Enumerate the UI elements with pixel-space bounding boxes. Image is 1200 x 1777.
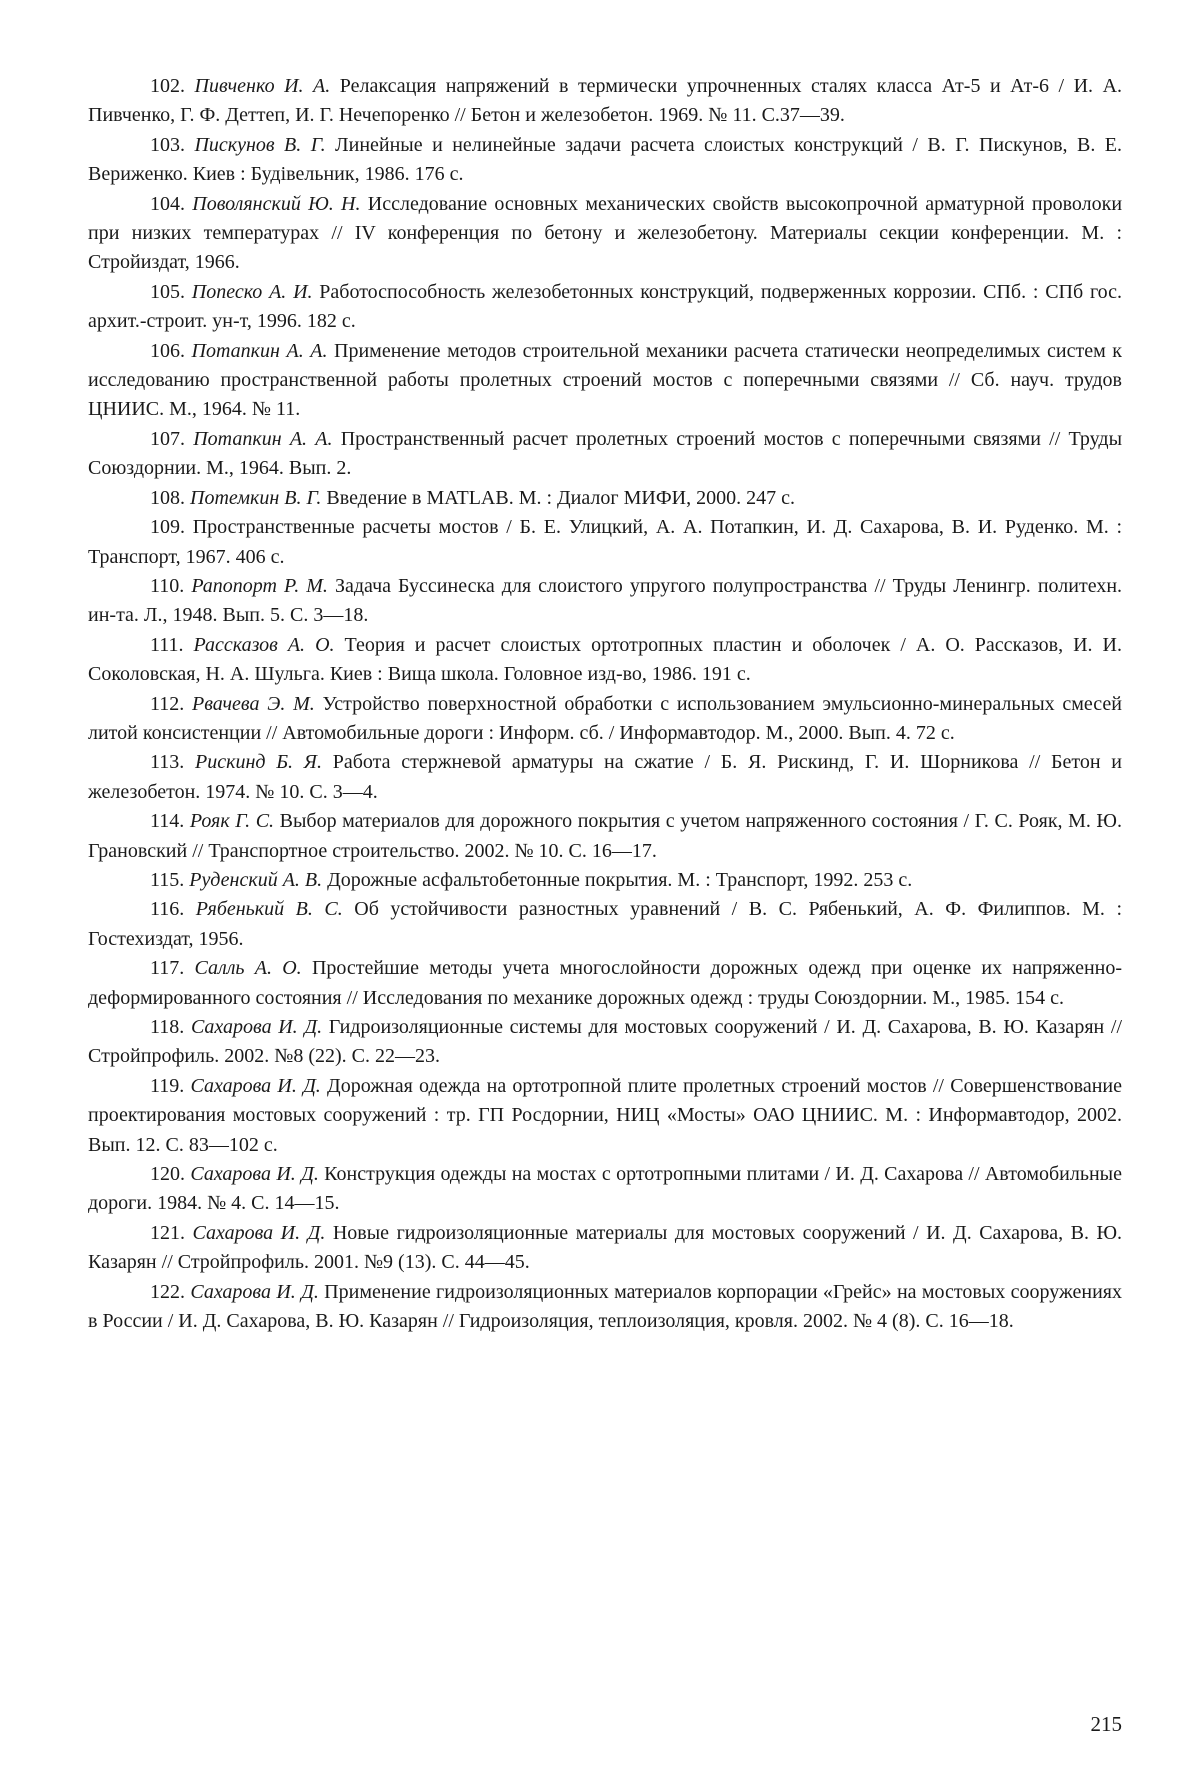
reference-number: 102. — [150, 75, 185, 97]
reference-text: Исследование основных механических свойств высокопрочной арматурной проволоки при низких температурах // IV конференция по бетону и железобетону. Материалы секции конференции. М. : Стройиздат, 1966. — [88, 192, 1123, 274]
reference-author: Рябенький В. С. — [195, 898, 343, 921]
reference-text: Работа стержневой арматуры на сжатие / Б. Я. Рискинд, Г. И. Шорникова // Бетон и железобетон. 1974. № 10. С. 3—4. — [88, 751, 1123, 803]
reference-author: Салль А. О. — [194, 957, 302, 980]
reference-author: Рискинд Б. Я. — [195, 751, 322, 774]
reference-number: 117. — [150, 957, 185, 980]
reference-author: Потапкин А. А. — [191, 339, 328, 362]
reference-number: 112. — [150, 692, 185, 715]
reference-item — [88, 807, 1122, 866]
reference-text: Устройство поверхностной обработки с использованием эмульсионно-минеральных смесей литой консистенции // Автомобильные дороги : Информ. сб. / Информавтодор. М., 2000. Вып. 4. 72 с. — [88, 692, 1123, 744]
reference-text: Новые гидроизоляционные материалы для мостовых сооружений / И. Д. Сахарова, В. Ю. Казарян // Стройпрофиль. 2001. №9 (13). С. 44—45. — [88, 1221, 1123, 1274]
reference-item — [88, 954, 1122, 1013]
reference-author: Сахарова И. Д. — [190, 1074, 321, 1097]
reference-text: Конструкция одежды на мостах с ортотропными плитами / И. Д. Сахарова // Автомобильные дороги. 1984. № 4. С. 14—15. — [88, 1163, 1122, 1215]
reference-number: 108. — [150, 486, 185, 509]
reference-text: Пространственный расчет пролетных строений мостов с поперечными связями // Труды Союздорнии. М., 1964. Вып. 2. — [88, 427, 1123, 480]
reference-author: Рояк Г. С. — [189, 810, 275, 833]
reference-text: Выбор материалов для дорожного покрытия с учетом напряженного состояния / Г. С. Рояк, М. Ю. Грановский // Транспортное строительство. 2002. № 10. С. 16—17. — [88, 810, 1122, 862]
reference-number: 105. — [150, 280, 185, 303]
reference-item — [88, 1219, 1122, 1278]
reference-item — [88, 1072, 1122, 1160]
reference-author: Рапопорт Р. М. — [191, 574, 328, 597]
reference-author: Руденский А. В. — [189, 868, 323, 891]
reference-text: Применение гидроизоляционных материалов корпорации «Грейс» на мостовых сооружениях в России / И. Д. Сахарова, В. Ю. Казарян // Гидроизоляция, теплоизоляция, кровля. 2002. № 4 (8). С. 16—18. — [88, 1280, 1122, 1333]
reference-number: 109. — [150, 516, 185, 539]
reference-number: 113. — [150, 751, 185, 774]
reference-text: Об устойчивости разностных уравнений / В. С. Рябенький, А. Ф. Филиппов. М. : Гостехиздат, 1956. — [88, 898, 1123, 950]
reference-item — [88, 1160, 1122, 1219]
reference-author: Потемкин В. Г. — [190, 486, 322, 509]
reference-item — [88, 866, 1122, 895]
reference-author: Рвачева Э. М. — [192, 692, 315, 715]
reference-number: 110. — [150, 574, 185, 597]
reference-author: Сахарова И. Д. — [190, 1280, 319, 1303]
reference-number: 120. — [150, 1163, 185, 1186]
reference-item — [88, 190, 1122, 278]
reference-number: 119. — [150, 1074, 185, 1097]
reference-item — [88, 513, 1122, 572]
reference-number: 104. — [150, 192, 185, 215]
reference-item — [88, 572, 1122, 631]
reference-item — [88, 72, 1122, 131]
reference-text: Дорожные асфальтобетонные покрытия. М. : Транспорт, 1992. 253 с. — [327, 868, 913, 891]
reference-text: Задача Буссинеска для слоистого упругого полупространства // Труды Ленингр. политехн. ин-та. Л., 1948. Вып. 5. С. 3—18. — [88, 574, 1123, 627]
reference-item — [88, 895, 1122, 954]
reference-author: Пивченко И. А. — [194, 75, 331, 97]
reference-item — [88, 631, 1122, 690]
reference-number: 122. — [150, 1280, 185, 1303]
reference-item — [88, 1278, 1122, 1337]
reference-number: 114. — [150, 810, 185, 833]
reference-text: Работоспособность железобетонных конструкций, подверженных коррозии. СПб. : СПб гос. архит.-строит. ун-т, 1996. 182 с. — [88, 280, 1123, 333]
reference-text: Пространственные расчеты мостов / Б. Е. Улицкий, А. А. Потапкин, И. Д. Сахарова, В. И. Руденко. М. : Транспорт, 1967. 406 с. — [88, 516, 1123, 568]
reference-author: Попеско А. И. — [191, 280, 313, 303]
reference-author: Сахарова И. Д. — [192, 1221, 326, 1244]
reference-item — [88, 425, 1122, 484]
reference-text: Теория и расчет слоистых ортотропных пластин и оболочек / А. О. Рассказов, И. И. Соколовская, Н. А. Шульга. Киев : Вища школа. Головное изд-во, 1986. 191 с. — [88, 633, 1122, 686]
reference-text: Введение в MATLAB. М. : Диалог МИФИ, 2000. 247 с. — [326, 486, 795, 509]
reference-item — [88, 748, 1122, 807]
reference-item — [88, 484, 1122, 513]
reference-text: Гидроизоляционные системы для мостовых сооружений / И. Д. Сахарова, В. Ю. Казарян // Стройпрофиль. 2002. №8 (22). С. 22—23. — [88, 1016, 1122, 1068]
reference-number: 107. — [150, 427, 185, 450]
reference-number: 121. — [150, 1221, 185, 1244]
reference-item — [88, 278, 1122, 337]
reference-author: Потапкин А. А. — [193, 427, 333, 450]
reference-author: Рассказов А. О. — [193, 633, 335, 656]
reference-number: 106. — [150, 339, 185, 362]
reference-number: 116. — [150, 898, 185, 921]
reference-author: Сахарова И. Д. — [190, 1016, 323, 1038]
reference-text: Дорожная одежда на ортотропной плите пролетных строений мостов // Совершенствование проектирования мостовых сооружений : тр. ГП Росдорнии, НИЦ «Мосты» ОАО ЦНИИС. М. : Информавтодор, 2002. Вып. 12. С. 83—102 с. — [88, 1074, 1123, 1156]
reference-text: Простейшие методы учета многослойности дорожных одежд при оценке их напряженно-деформированного состояния // Исследования по механике дорожных одежд : труды Союздорнии. М., 1985. 154 с. — [88, 957, 1123, 1009]
reference-number: 115. — [150, 868, 185, 891]
reference-item — [88, 1013, 1122, 1072]
reference-author: Сахарова И. Д. — [190, 1163, 319, 1186]
reference-author: Поволянский Ю. Н. — [192, 192, 361, 215]
reference-number: 103. — [150, 133, 185, 156]
reference-text: Линейные и нелинейные задачи расчета слоистых конструкций / В. Г. Пискунов, В. Е. Вериженко. Киев : Будівельник, 1986. 176 с. — [88, 133, 1122, 186]
page-number: 215 — [1090, 1712, 1122, 1736]
reference-list — [88, 72, 1122, 1336]
reference-item — [88, 690, 1122, 749]
reference-author: Пискунов В. Г. — [194, 133, 326, 156]
reference-text: Релаксация напряжений в термически упрочненных сталях класса Ат-5 и Ат-6 / И. А. Пивченко, Г. Ф. Деттеп, И. Г. Нечепоренко // Бетон и железобетон. 1969. № 11. С.37—39. — [88, 75, 1123, 127]
reference-item — [88, 131, 1122, 190]
reference-item — [88, 337, 1122, 425]
reference-number: 111. — [150, 633, 184, 656]
reference-text: Применение методов строительной механики расчета статически неопределимых систем к исследованию пространственной работы пролетных строений мостов с поперечными связями // Сб. науч. трудов ЦНИИС. М., 1964. № 11. — [88, 339, 1123, 421]
reference-number: 118. — [150, 1016, 185, 1038]
